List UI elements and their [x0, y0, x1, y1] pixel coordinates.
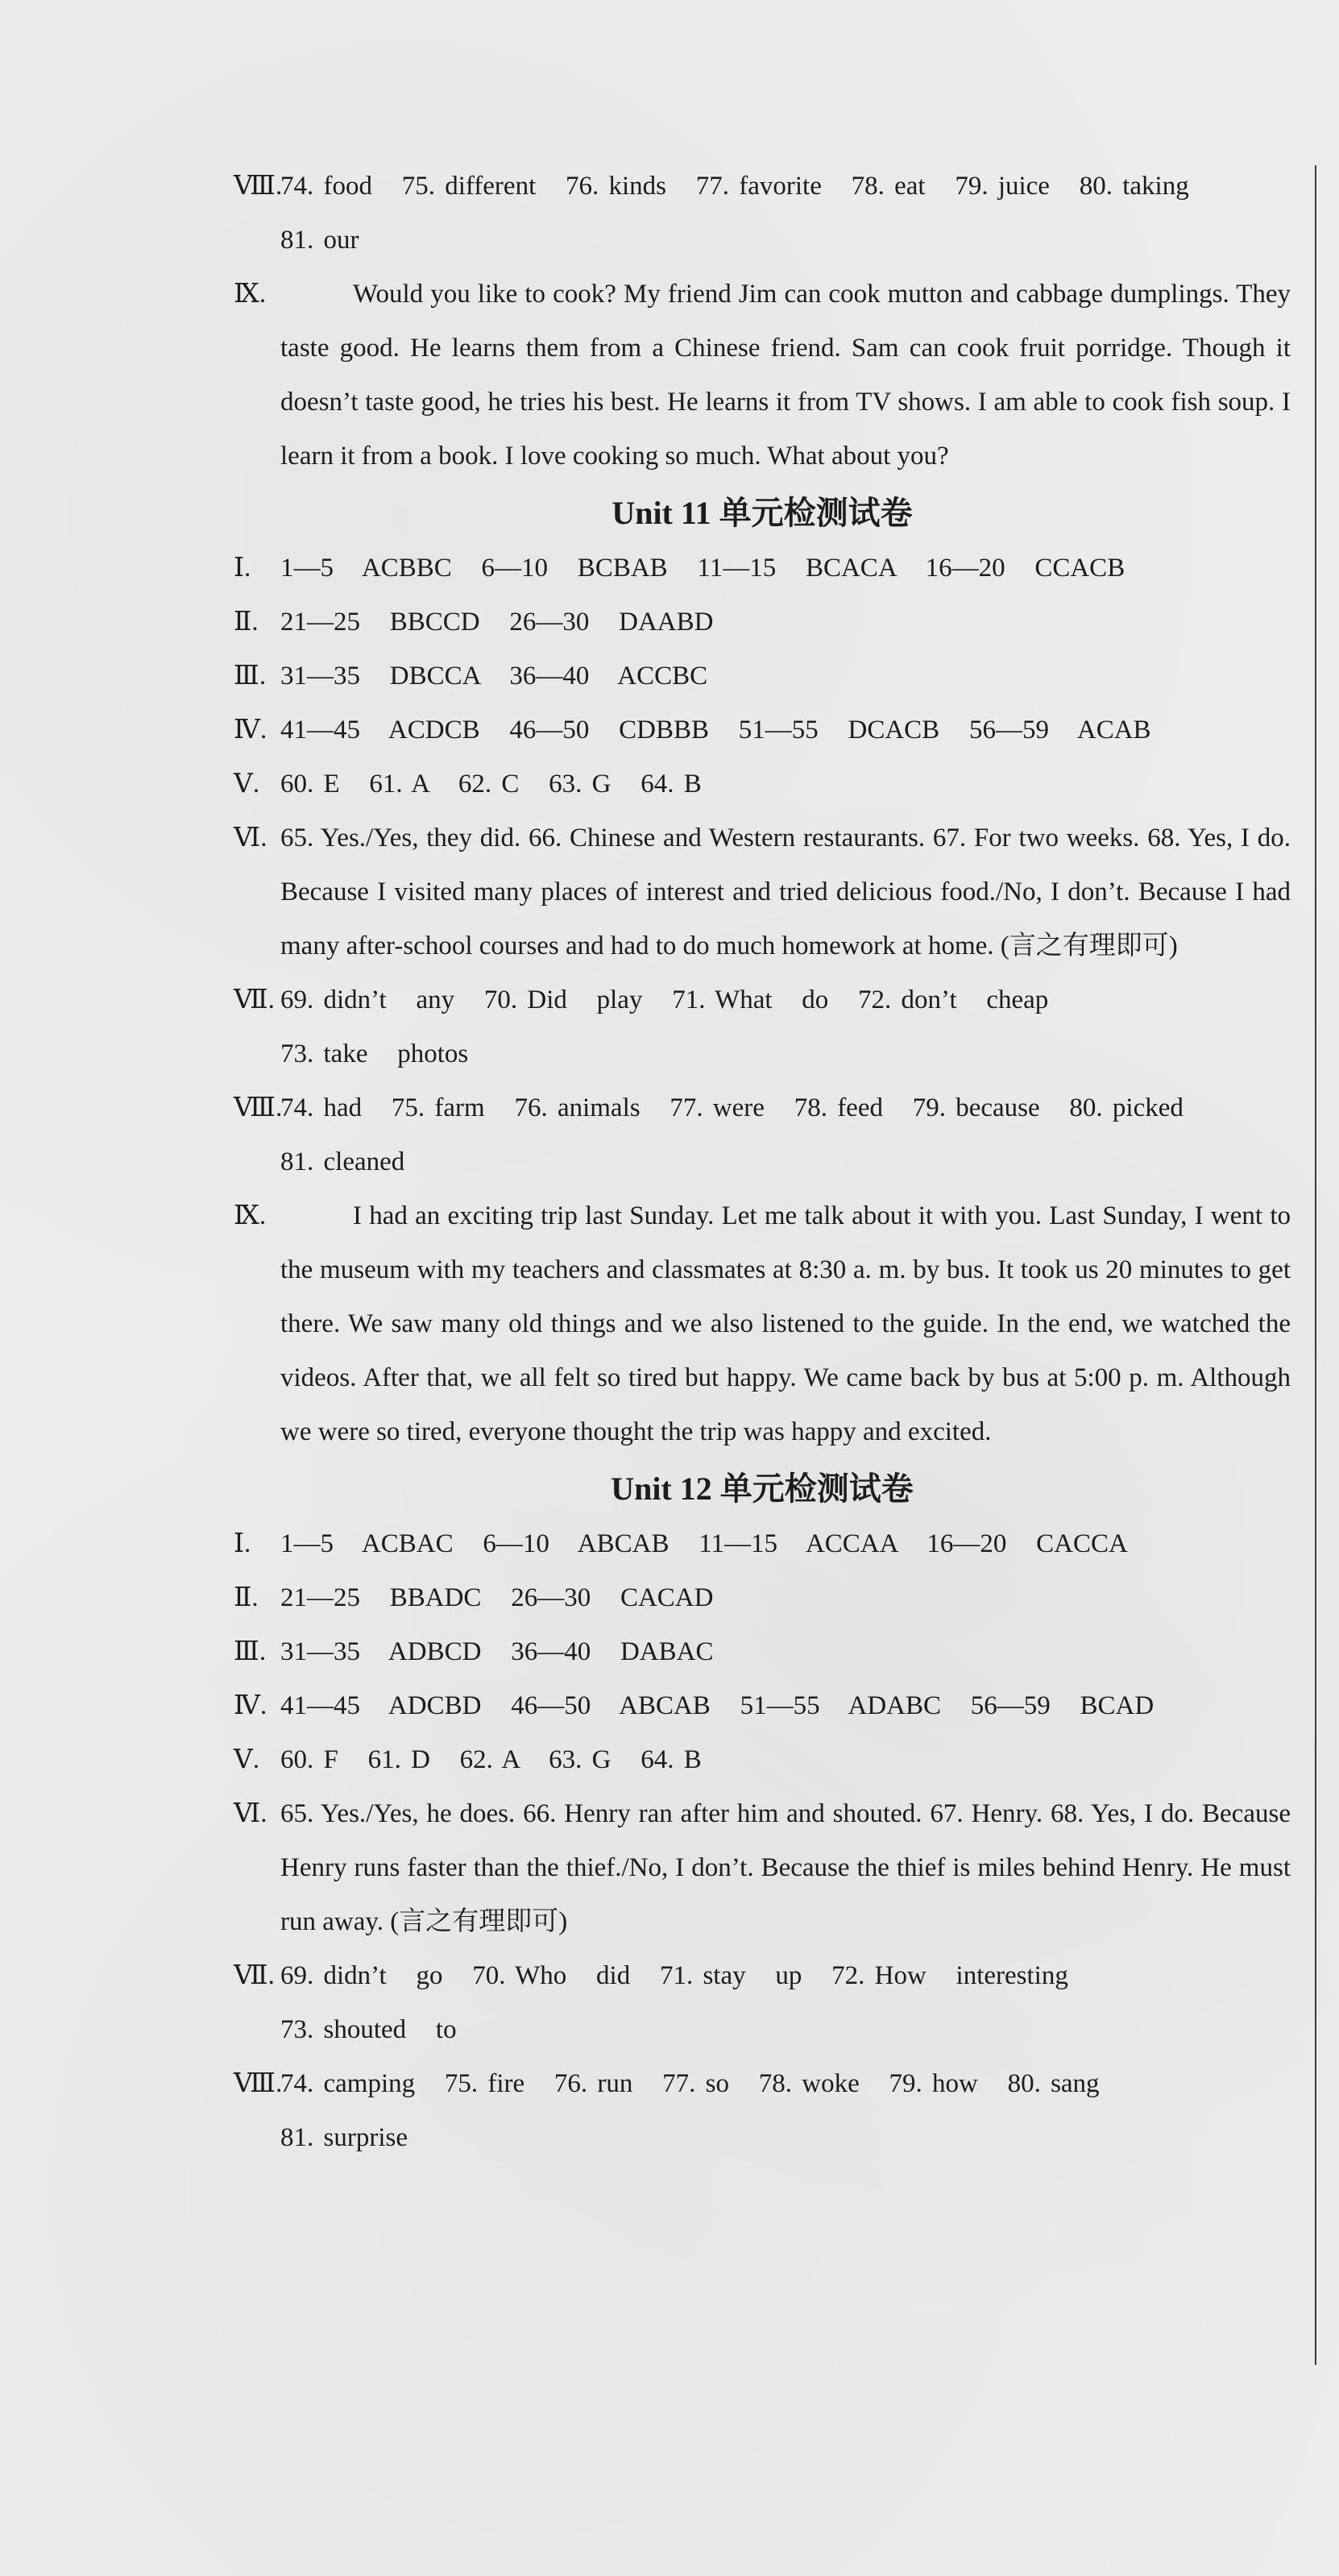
top-section-8 [234, 160, 1291, 214]
section-answers: 74. camping 75. fire 76. run 77. so 78. woke 79. how 80. sang [280, 2069, 1100, 2098]
unit-11-heading [234, 485, 1291, 541]
unit-11-title-en: Unit 11 [611, 495, 711, 531]
section-number: Ⅶ. [234, 985, 275, 1014]
section-answers-continued: 81. cleaned [280, 1147, 405, 1176]
section-answers-continued: 73. take photos [280, 1039, 469, 1068]
u11-section-3 [234, 649, 1291, 703]
section-answers: 41—45 ADCBD 46—50 ABCAB 51—55 ADABC 56—59 BCAD [280, 1691, 1155, 1720]
section-answers: 1—5 ACBBC 6—10 BCBAB 11—15 BCACA 16—20 CCACB [280, 554, 1126, 583]
u11-section-7 [234, 973, 1291, 1027]
section-number: Ⅰ. [234, 554, 251, 583]
section-answers: 60. E 61. A 62. C 63. G 64. B [280, 769, 702, 799]
section-answers: 69. didn’t any 70. Did play 71. What do 72. don’t cheap [280, 985, 1049, 1014]
section-number: Ⅷ. [234, 2069, 283, 2098]
right-margin-rule [1315, 165, 1316, 2365]
section-answers: 1—5 ACBAC 6—10 ABCAB 11—15 ACCAA 16—20 CACCA [280, 1529, 1128, 1558]
unit-12-title-en: Unit 12 [611, 1471, 712, 1507]
section-number: Ⅱ. [234, 608, 259, 637]
section-answers: 65. Yes./Yes, he does. 66. Henry ran after him and shouted. 67. Henry. 68. Yes, I do. Because Henry runs faster than the thief./No, I don’t. Because the thief is miles behind Henry. He must run away. (言之有理即可) [280, 1799, 1291, 1936]
u12-section-6 [234, 1787, 1291, 1949]
section-answers: 74. had 75. farm 76. animals 77. were 78. feed 79. because 80. picked [280, 1093, 1184, 1122]
section-number: Ⅲ. [234, 662, 267, 691]
unit-12-title-cn: 单元检测试卷 [719, 1471, 914, 1508]
u12-section-4 [234, 1679, 1291, 1733]
section-number: Ⅴ. [234, 1745, 260, 1774]
u11-section-2 [234, 595, 1291, 649]
section-number: Ⅱ. [234, 1583, 259, 1612]
section-answers-continued: 73. shouted to [280, 2015, 457, 2044]
u12-section-2 [234, 1571, 1291, 1625]
u12-section-5 [234, 1733, 1291, 1787]
u12-section-7 [234, 1949, 1291, 2003]
u11-section-4 [234, 703, 1291, 757]
section-answers-continued: 81. our [280, 226, 359, 255]
u12-section-3 [234, 1625, 1291, 1679]
section-number: Ⅷ. [234, 172, 283, 201]
section-answers-continued: 81. surprise [280, 2123, 408, 2152]
section-number: Ⅸ. [234, 1201, 267, 1230]
writing-sample: I had an exciting trip last Sunday. Let me talk about it with you. Last Sunday, I went to the museum with my teachers and classmates at 8:30 a. m. by bus. It took us 20 minutes to get there. We saw many old things and we also listened to the guide. In the end, we watched the videos. After that, we all felt so tired but happy. We came back by bus at 5:00 p. m. Although we were so tired, everyone thought the trip was happy and excited. [280, 1201, 1291, 1446]
section-number: Ⅵ. [234, 823, 267, 852]
unit-11-title-cn: 单元检测试卷 [719, 495, 913, 532]
u12-section-8 [234, 2057, 1291, 2111]
section-answers: 21—25 BBADC 26—30 CACAD [280, 1583, 714, 1612]
unit-12-heading [234, 1461, 1291, 1517]
section-number: Ⅸ. [234, 280, 267, 309]
top-section-9 [234, 268, 1291, 483]
section-number: Ⅰ. [234, 1529, 251, 1558]
section-number: Ⅶ. [234, 1961, 275, 1990]
section-number: Ⅴ. [234, 769, 260, 799]
u12-section-1 [234, 1517, 1291, 1571]
answer-content [234, 160, 1291, 2165]
u11-section-6 [234, 811, 1291, 973]
section-answers: 65. Yes./Yes, they did. 66. Chinese and Western restaurants. 67. For two weeks. 68. Yes, I do. Because I visited many places of interest and tried delicious food./No, I don’t. Because I had many after-school courses and had to do much homework at home. (言之有理即可) [280, 823, 1291, 960]
section-number: Ⅳ. [234, 1691, 267, 1720]
section-answers: 31—35 DBCCA 36—40 ACCBC [280, 662, 708, 691]
section-number: Ⅵ. [234, 1799, 267, 1828]
u11-section-1 [234, 541, 1291, 595]
u11-section-9 [234, 1189, 1291, 1459]
section-number: Ⅲ. [234, 1637, 267, 1666]
section-number: Ⅷ. [234, 1093, 283, 1122]
section-answers: 31—35 ADBCD 36—40 DABAC [280, 1637, 714, 1666]
section-answers: 60. F 61. D 62. A 63. G 64. B [280, 1745, 702, 1774]
writing-sample: Would you like to cook? My friend Jim can cook mutton and cabbage dumplings. They taste good. He learns them from a Chinese friend. Sam can cook fruit porridge. Though it doesn’t taste good, he tries his best. He learns it from TV shows. I am able to cook fish soup. I learn it from a book. I love cooking so much. What about you? [280, 280, 1291, 471]
section-answers: 69. didn’t go 70. Who did 71. stay up 72. How interesting [280, 1961, 1068, 1990]
section-answers: 21—25 BBCCD 26—30 DAABD [280, 608, 714, 637]
section-number: Ⅳ. [234, 716, 267, 745]
section-answers: 74. food 75. different 76. kinds 77. favorite 78. eat 79. juice 80. taking [280, 172, 1189, 201]
u11-section-8 [234, 1081, 1291, 1135]
section-answers: 41—45 ACDCB 46—50 CDBBB 51—55 DCACB 56—59 ACAB [280, 716, 1151, 745]
u11-section-5 [234, 757, 1291, 811]
